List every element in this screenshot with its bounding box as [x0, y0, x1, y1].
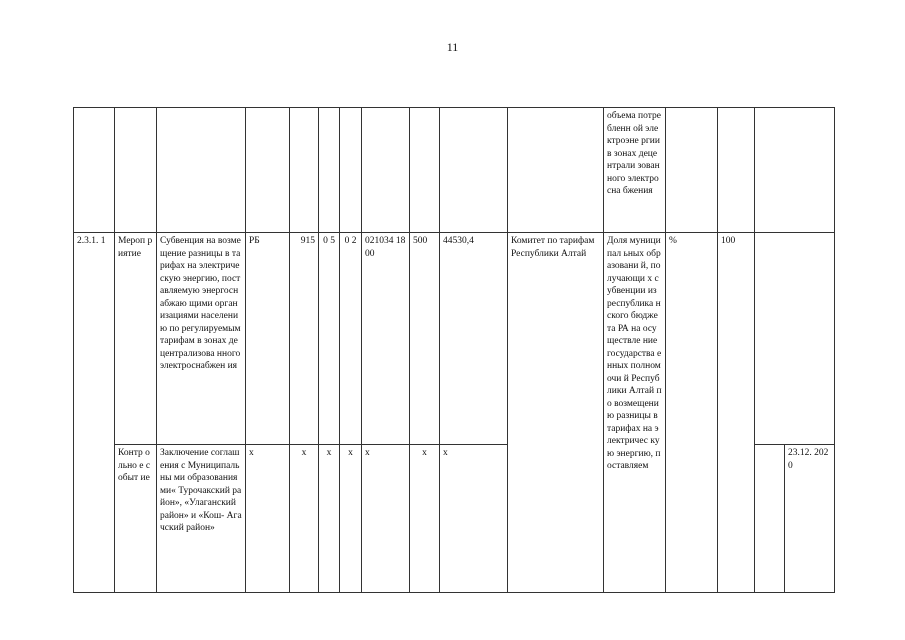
table-row	[74, 233, 835, 445]
unit-cell: %	[666, 233, 718, 593]
x-cell: х	[410, 445, 440, 593]
program-table	[73, 107, 835, 593]
page-number: 11	[446, 40, 459, 54]
pr-cell: 0 2	[340, 233, 362, 445]
row-number: 2.3.1. 1	[74, 233, 115, 593]
value-cell: 100	[718, 233, 755, 593]
row-name: Субвенция на возмещение разницы в тарифах на электрическую энергию, поставляемую энергоснабжаю щими организациями населению по регулируемым тарифам в зонах децентрализова нного электроснабжен ия	[157, 233, 246, 445]
event-date: 23.12. 2020	[785, 445, 835, 593]
x-cell: х	[246, 445, 290, 593]
table-row	[74, 108, 835, 233]
rz-cell: 0 5	[319, 233, 340, 445]
vr-cell: 500	[410, 233, 440, 445]
row-type: Мероп риятие	[115, 233, 157, 445]
executor-cell: Комитет по тарифам Республики Алтай	[508, 233, 604, 593]
csr-cell: 021034 1800	[362, 233, 410, 445]
x-cell: х	[290, 445, 319, 593]
indicator-cell: Доля муниципал ьных образовани й, получающи х субвенции из республика нского бюджета РА на осуществле ние государства енных полномочи й Республики Алтай по возмещени ю разницы в тарифах на электричес кую энергию, поставляем	[604, 233, 666, 593]
x-cell: х	[340, 445, 362, 593]
budget-cell: РБ	[246, 233, 290, 445]
event-name: Заключение соглашения с Муниципальны ми образованиями« Турочакский район», «Улаганский район» и «Кош- Агачский район»	[157, 445, 246, 593]
amount-cell: 44530,4	[440, 233, 508, 445]
event-type: Контр ольно е событ ие	[115, 445, 157, 593]
grbs-cell: 915	[290, 233, 319, 445]
x-cell: х	[362, 445, 410, 593]
indicator-continuation: объема потребленн ой электроэне ргии в зонах децентрали зованного электросна бжения	[604, 108, 666, 233]
x-cell: х	[440, 445, 508, 593]
x-cell: х	[319, 445, 340, 593]
